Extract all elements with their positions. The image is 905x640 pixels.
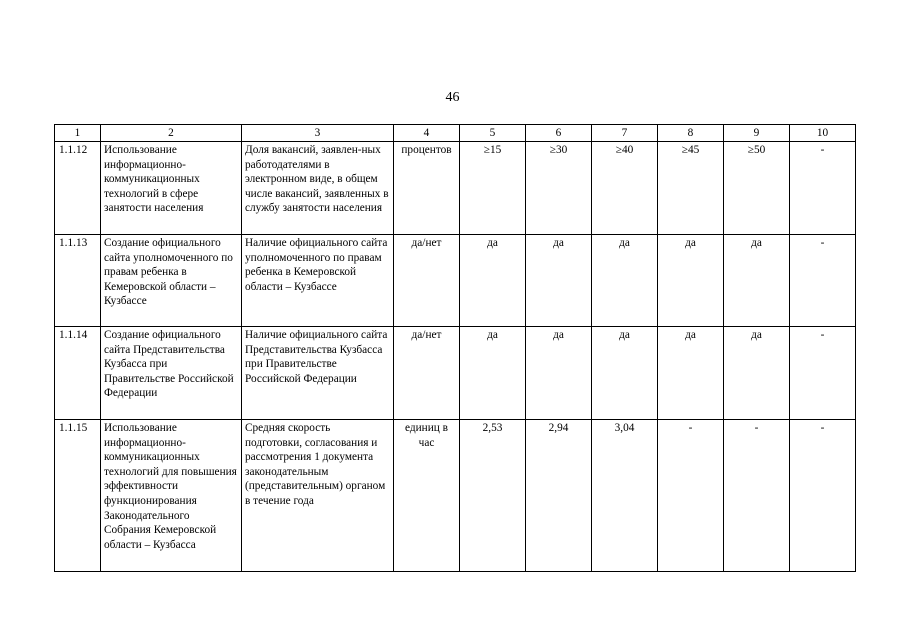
activity-name: Использование информационно-коммуникационных технологий в сфере занятости населения xyxy=(101,142,242,235)
unit: процентов xyxy=(394,142,460,235)
value-cell: 3,04 xyxy=(592,420,658,572)
unit: да/нет xyxy=(394,327,460,420)
column-header: 4 xyxy=(394,125,460,142)
value-cell: ≥30 xyxy=(526,142,592,235)
column-header: 2 xyxy=(101,125,242,142)
indicator-name: Наличие официального сайта Представительства Кузбасса при Правительстве Российской Федерации xyxy=(242,327,394,420)
activity-name: Создание официального сайта уполномоченного по правам ребенка в Кемеровской области – Кузбассе xyxy=(101,235,242,327)
value-cell: да xyxy=(592,327,658,420)
column-header: 6 xyxy=(526,125,592,142)
table-row xyxy=(55,142,856,235)
unit: да/нет xyxy=(394,235,460,327)
value-cell: - xyxy=(724,420,790,572)
row-number: 1.1.12 xyxy=(55,142,101,235)
column-header: 8 xyxy=(658,125,724,142)
row-number: 1.1.14 xyxy=(55,327,101,420)
indicators-table xyxy=(54,124,856,572)
value-cell: да xyxy=(592,235,658,327)
indicator-name: Наличие официального сайта уполномоченного по правам ребенка в Кемеровской области – Кузбассе xyxy=(242,235,394,327)
value-cell: ≥40 xyxy=(592,142,658,235)
table-header-row xyxy=(55,125,856,142)
value-cell: да xyxy=(724,235,790,327)
column-header: 1 xyxy=(55,125,101,142)
table-row xyxy=(55,327,856,420)
row-number: 1.1.15 xyxy=(55,420,101,572)
column-header: 5 xyxy=(460,125,526,142)
value-cell: да xyxy=(658,235,724,327)
unit: единиц в час xyxy=(394,420,460,572)
value-cell: ≥15 xyxy=(460,142,526,235)
value-cell: - xyxy=(790,327,856,420)
value-cell: ≥45 xyxy=(658,142,724,235)
table-row xyxy=(55,420,856,572)
row-number: 1.1.13 xyxy=(55,235,101,327)
value-cell: да xyxy=(658,327,724,420)
page-number: 46 xyxy=(445,90,460,105)
indicator-name: Средняя скорость подготовки, согласования и рассмотрения 1 документа законодательным (представительным) органом в течение года xyxy=(242,420,394,572)
value-cell: да xyxy=(460,235,526,327)
value-cell: да xyxy=(526,235,592,327)
activity-name: Создание официального сайта Представительства Кузбасса при Правительстве Российской Федерации xyxy=(101,327,242,420)
activity-name: Использование информационно-коммуникационных технологий для повышения эффективности функционирования Законодательного Собрания Кемеровской области – Кузбасса xyxy=(101,420,242,572)
indicator-name: Доля вакансий, заявлен-ных работодателями в электронном виде, в общем числе вакансий, заявленных в службу занятости населения xyxy=(242,142,394,235)
value-cell: да xyxy=(460,327,526,420)
value-cell: - xyxy=(790,142,856,235)
value-cell: 2,53 xyxy=(460,420,526,572)
value-cell: - xyxy=(658,420,724,572)
value-cell: 2,94 xyxy=(526,420,592,572)
column-header: 10 xyxy=(790,125,856,142)
value-cell: - xyxy=(790,420,856,572)
value-cell: ≥50 xyxy=(724,142,790,235)
value-cell: - xyxy=(790,235,856,327)
column-header: 3 xyxy=(242,125,394,142)
value-cell: да xyxy=(724,327,790,420)
column-header: 7 xyxy=(592,125,658,142)
table-row xyxy=(55,235,856,327)
value-cell: да xyxy=(526,327,592,420)
column-header: 9 xyxy=(724,125,790,142)
